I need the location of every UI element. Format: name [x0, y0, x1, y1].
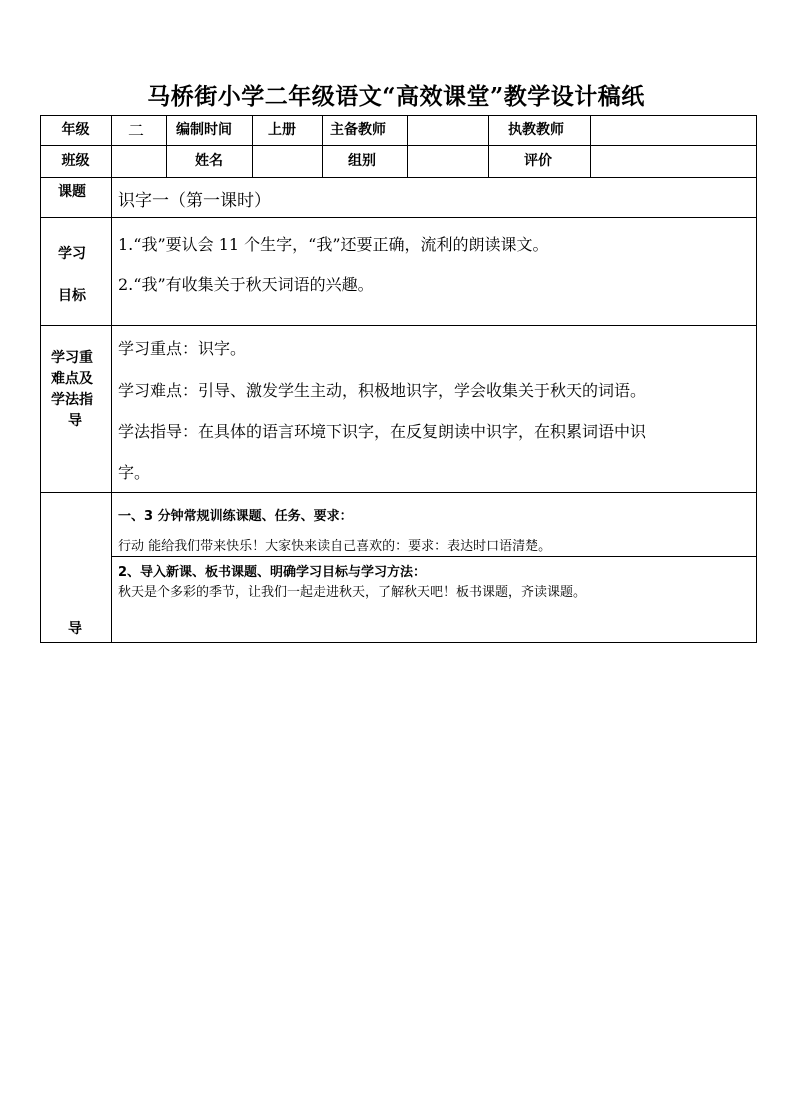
- col-divider: [322, 115, 323, 177]
- col-divider: [488, 115, 489, 177]
- focus-line: 字。: [118, 463, 151, 482]
- step1-text: 行动 能给我们带来快乐！大家快来读自己喜欢的：要求：表达时口语清楚。: [118, 539, 552, 554]
- lead-teacher-label: 主备教师: [330, 122, 386, 138]
- col-divider: [407, 115, 408, 177]
- col-divider: [590, 115, 591, 177]
- step2-text: 秋天是个多彩的季节，让我们一起走进秋天，了解秋天吧！板书课题，齐读课题。: [118, 585, 587, 600]
- focus-label-line: 导: [68, 413, 82, 429]
- class-label: 班级: [61, 153, 90, 169]
- row-divider: [40, 325, 757, 326]
- goal-item: 2.“我”有收集关于秋天词语的兴趣。: [118, 275, 374, 294]
- row-divider: [111, 556, 757, 557]
- step2-heading: 2、导入新课、板书课题、明确学习目标与学习方法：: [118, 565, 427, 580]
- exec-teacher-label: 执教教师: [508, 122, 564, 138]
- goal-item: 1.“我”要认会 11 个生字，“我”还要正确，流利的朗读课文。: [118, 235, 549, 254]
- focus-label-line: 学习重: [51, 350, 93, 366]
- topic-value: 识字一（第一课时）: [118, 191, 271, 211]
- compile-time-value: 上册: [268, 122, 296, 138]
- goals-label-top: 学习: [58, 246, 86, 262]
- focus-line: 学习难点：引导、激发学生主动，积极地识字，学会收集关于秋天的词语。: [118, 381, 647, 400]
- focus-line: 学法指导：在具体的语言环境下识字，在反复朗读中识字，在积累词语中识: [118, 422, 647, 441]
- group-label: 组别: [348, 153, 376, 169]
- compile-time-label: 编制时间: [176, 122, 232, 138]
- focus-label-line: 难点及: [51, 371, 93, 387]
- row-divider: [40, 217, 757, 218]
- grade-label: 年级: [61, 122, 90, 138]
- focus-line: 学习重点：识字。: [118, 339, 247, 358]
- col-divider: [111, 115, 112, 643]
- row-divider: [40, 492, 757, 493]
- step1-heading: 一、3 分钟常规训练课题、任务、要求：: [118, 509, 353, 524]
- topic-label: 课题: [58, 184, 86, 200]
- document-title: 马桥街小学二年级语文“高效课堂”教学设计稿纸: [147, 83, 645, 110]
- row-divider: [40, 145, 757, 146]
- col-divider: [166, 115, 167, 177]
- col-divider: [252, 115, 253, 177]
- guide-label: 导: [68, 621, 82, 637]
- grade-value: 二: [128, 121, 145, 140]
- goals-label-bottom: 目标: [58, 288, 86, 304]
- row-divider: [40, 177, 757, 178]
- evaluation-label: 评价: [524, 153, 552, 169]
- focus-label-line: 学法指: [51, 392, 93, 408]
- name-label: 姓名: [195, 153, 223, 169]
